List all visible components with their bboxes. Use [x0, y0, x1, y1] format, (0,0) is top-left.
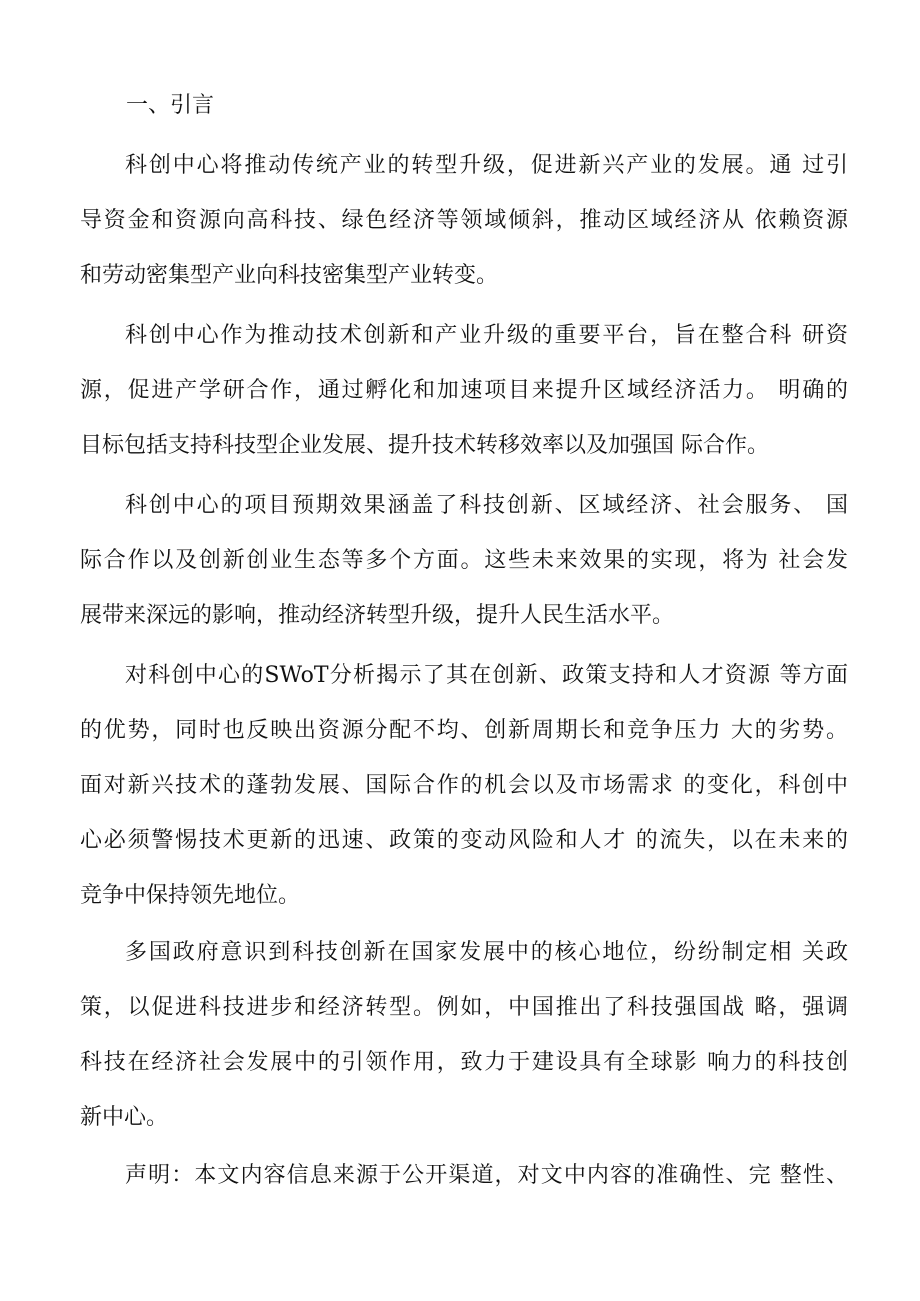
paragraph-line: 新中心。 — [80, 1105, 169, 1130]
paragraph-disclaimer — [80, 1148, 848, 1203]
paragraph-line: 面对新兴技术的蓬勃发展、国际合作的机会以及市场需求 的变化，科创中 — [80, 773, 848, 798]
paragraph-line: 多国政府意识到科技创新在国家发展中的核心地位，纷纷制定相 关政 — [125, 940, 848, 965]
paragraph-line: 科创中心作为推动技术创新和产业升级的重要平台，旨在整合科 研资 — [125, 323, 848, 348]
paragraph-line: 源，促进产学研合作，通过孵化和加速项目来提升区域经济活力。 明确的 — [80, 378, 848, 403]
paragraph-government-policy — [80, 925, 848, 1145]
paragraph-expected-effects — [80, 478, 848, 643]
paragraph-line: 目标包括支持科技型企业发展、提升技术转移效率以及加强国 际合作。 — [80, 433, 769, 458]
paragraph-line: 导资金和资源向高科技、绿色经济等领域倾斜，推动区域经济从 依赖资源 — [80, 208, 848, 233]
paragraph-line: 际合作以及创新创业生态等多个方面。这些未来效果的实现，将为 社会发 — [80, 548, 848, 573]
section-heading: 一、引言 — [126, 93, 215, 118]
paragraph-line: 和劳动密集型产业向科技密集型产业转变。 — [80, 263, 499, 288]
paragraph-line: 竞争中保持领先地位。 — [80, 883, 301, 908]
paragraph-line: 科技在经济社会发展中的引领作用，致力于建设具有全球影 响力的科技创 — [80, 1050, 848, 1075]
paragraph-transformation — [80, 138, 848, 303]
paragraph-line: 科创中心的项目预期效果涵盖了科技创新、区域经济、社会服务、 国 — [125, 493, 848, 518]
paragraph-line: 心必须警惕技术更新的迅速、政策的变动风险和人才 的流失，以在未来的 — [80, 828, 848, 853]
paragraph-line: 的优势，同时也反映出资源分配不均、创新周期长和竞争压力 大的劣势。 — [80, 718, 848, 743]
paragraph-line: 科创中心将推动传统产业的转型升级，促进新兴产业的发展。通 过引 — [125, 153, 848, 178]
paragraph-line: 对科创中心的SWoT分析揭示了其在创新、政策支持和人才资源 等方面 — [125, 663, 848, 688]
paragraph-swot-analysis — [80, 648, 848, 923]
paragraph-platform-goals — [80, 308, 848, 473]
paragraph-line: 声明：本文内容信息来源于公开渠道，对文中内容的准确性、完 整性、 — [125, 1163, 848, 1188]
paragraph-line: 展带来深远的影响，推动经济转型升级，提升人民生活水平。 — [80, 603, 675, 628]
paragraph-line: 策，以促进科技进步和经济转型。例如，中国推出了科技强国战 略，强调 — [80, 995, 848, 1020]
